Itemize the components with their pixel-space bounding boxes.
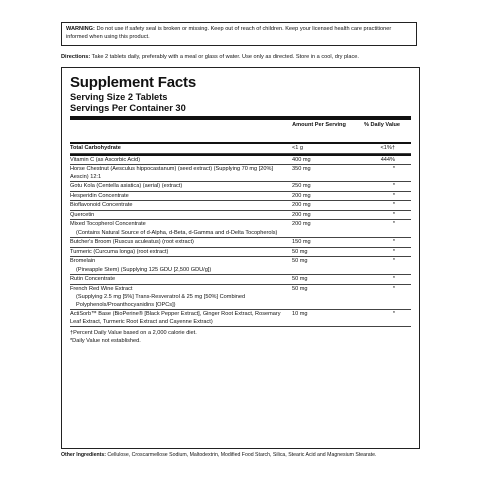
other-ingredients-label: Other Ingredients: bbox=[61, 452, 106, 458]
warning-text: Do not use if safety seal is broken or missing. Keep out of reach of children. Keep your licensed health care practitioner informed when using this product. bbox=[66, 26, 392, 40]
nutrient-name: Gotu Kola (Centella asiatica) (aerial) (extract) bbox=[70, 183, 183, 189]
footnote-dv: †Percent Daily Value based on a 2,000 calorie diet. bbox=[70, 330, 197, 336]
nutrient-row bbox=[70, 285, 411, 311]
nutrient-name: Vitamin C (as Ascorbic Acid) bbox=[70, 156, 141, 163]
nutrient-row bbox=[70, 182, 411, 192]
nutrient-row bbox=[70, 238, 411, 248]
nutrient-name: Bromelain bbox=[70, 258, 96, 264]
daily-value-header: % Daily Value bbox=[363, 122, 401, 128]
nutrient-daily-value: * bbox=[392, 239, 395, 245]
nutrient-amount: 350 mg bbox=[292, 166, 311, 172]
nutrient-name: French Red Wine Extract bbox=[70, 285, 133, 292]
nutrient-name: Bioflavonoid Concentrate bbox=[70, 202, 133, 208]
nutrient-amount: 10 mg bbox=[292, 311, 308, 317]
nutrient-daily-value: * bbox=[392, 311, 395, 317]
nutrient-name: Rutin Concentrate bbox=[70, 276, 116, 282]
nutrient-daily-value: * bbox=[392, 248, 395, 255]
nutrient-daily-value: * bbox=[392, 285, 395, 292]
nutrient-row bbox=[70, 201, 411, 211]
nutrient-amount: 200 mg bbox=[292, 211, 311, 218]
nutrient-row bbox=[70, 275, 411, 285]
nutrient-amount: 150 mg bbox=[292, 239, 311, 245]
supplement-facts-panel bbox=[61, 67, 420, 449]
nutrient-amount: 250 mg bbox=[292, 183, 311, 189]
warning-box bbox=[61, 22, 417, 46]
directions bbox=[61, 53, 421, 61]
nutrient-daily-value: * bbox=[392, 211, 395, 218]
nutrient-name: Turmeric (Curcuma longa) (root extract) bbox=[70, 248, 169, 255]
column-header-row bbox=[70, 120, 411, 142]
nutrient-amount: 50 mg bbox=[292, 285, 308, 292]
nutrient-row bbox=[70, 156, 411, 166]
nutrient-amount: <1 g bbox=[292, 145, 304, 151]
nutrient-row bbox=[70, 211, 411, 221]
nutrient-name: Butcher's Broom (Ruscus aculeatus) (root extract) bbox=[70, 239, 194, 245]
serving-size: Serving Size 2 Tablets bbox=[70, 92, 168, 102]
nutrient-daily-value: * bbox=[392, 166, 395, 172]
nutrient-detail: (Pineapple Stem) (Supplying 125 GDU [2,500 GDU/g]) bbox=[76, 266, 212, 273]
nutrient-amount: 400 mg bbox=[292, 156, 311, 163]
directions-label: Directions: bbox=[61, 54, 91, 60]
nutrient-name: Quercetin bbox=[70, 211, 95, 218]
nutrient-row bbox=[70, 257, 411, 275]
nutrient-detail: (Supplying 2.5 mg [5%] Trans-Resveratrol & 25 mg [50%] Combined Polyphenols/Proanthocyanidins [OPCs]) bbox=[76, 294, 246, 308]
nutrient-daily-value: * bbox=[392, 221, 395, 227]
nutrient-daily-value: 444% bbox=[380, 156, 395, 163]
warning-label: WARNING: bbox=[66, 26, 95, 32]
nutrient-detail: (Contains Natural Source of d-Alpha, d-Beta, d-Gamma and d-Delta Tocopherols) bbox=[76, 229, 278, 236]
other-ingredients bbox=[61, 452, 421, 459]
nutrient-name: ActiSorb™ Base (BioPerine® [Black Pepper Extract], Ginger Root Extract, Rosemary Leaf Extract, Turmeric Root Extract and Cayenne Extract) bbox=[70, 311, 281, 325]
nutrient-amount: 50 mg bbox=[292, 248, 308, 255]
nutrient-row bbox=[70, 192, 411, 202]
nutrient-daily-value: * bbox=[392, 183, 395, 189]
nutrient-daily-value: * bbox=[392, 276, 395, 282]
nutrient-row bbox=[70, 220, 411, 238]
nutrient-row bbox=[70, 144, 411, 154]
nutrient-rows bbox=[70, 144, 411, 327]
footnote-not-established: *Daily Value not established. bbox=[70, 337, 141, 344]
nutrient-amount: 200 mg bbox=[292, 192, 311, 199]
nutrient-amount: 50 mg bbox=[292, 276, 308, 282]
nutrient-row bbox=[70, 165, 411, 182]
nutrient-daily-value: <1%† bbox=[380, 145, 395, 151]
directions-text: Take 2 tablets daily, preferably with a meal or glass of water. Use only as directed. Store in a cool, dry place. bbox=[91, 54, 359, 60]
nutrient-amount: 200 mg bbox=[292, 221, 311, 227]
nutrient-amount: 50 mg bbox=[292, 258, 308, 264]
other-ingredients-text: Cellulose, Croscarmellose Sodium, Maltodextrin, Modified Food Starch, Silica, Stearic Acid and Magnesium Stearate. bbox=[107, 452, 377, 458]
nutrient-name: Hesperidin Concentrate bbox=[70, 192, 129, 199]
facts-title: Supplement Facts bbox=[70, 74, 196, 91]
nutrient-row bbox=[70, 248, 411, 258]
nutrient-name: Total Carbohydrate bbox=[70, 145, 121, 151]
servings-per-container: Servings Per Container 30 bbox=[70, 103, 186, 113]
nutrient-amount: 200 mg bbox=[292, 202, 311, 208]
nutrient-daily-value: * bbox=[392, 258, 395, 264]
nutrient-daily-value: * bbox=[392, 192, 395, 199]
nutrient-name: Horse Chestnut (Aesculus hippocastanum) (seed extract) (Supplying 70 mg [20%] Aescin) 12:1 bbox=[70, 166, 274, 180]
nutrient-name: Mixed Tocopherol Concentrate bbox=[70, 221, 146, 227]
nutrient-daily-value: * bbox=[392, 202, 395, 208]
nutrient-row bbox=[70, 310, 411, 327]
amount-per-serving-header: Amount Per Serving bbox=[292, 122, 346, 128]
